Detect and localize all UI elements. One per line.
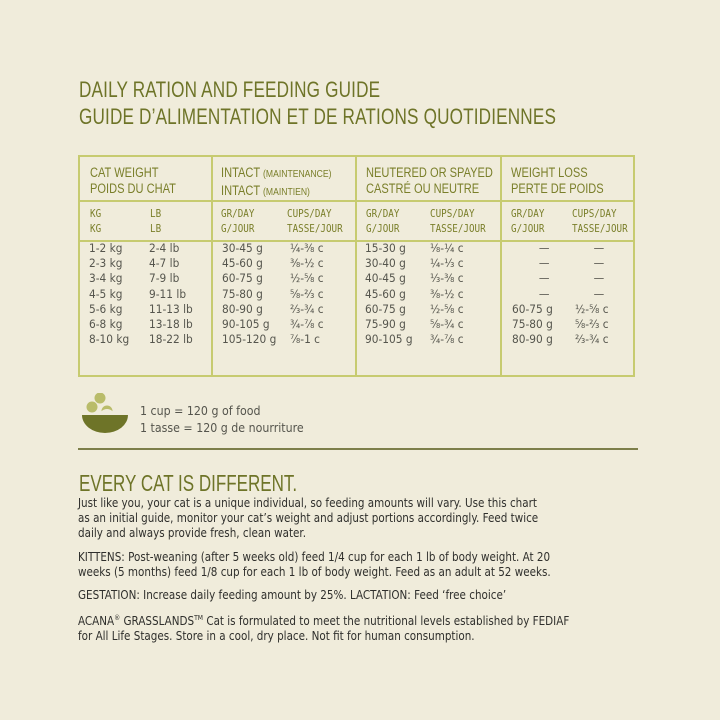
column-neutered-cups: ⅛-¼ c ¼-⅓ c ⅓-⅜ c ⅜-½ c ½-⅝ c ⅝-¾ c ¾-⅞ c	[430, 241, 464, 347]
header-neutered: NEUTERED OR SPAYED CASTRÉ OU NEUTRE	[366, 165, 493, 196]
column-divider	[355, 157, 357, 375]
cup-conversion-note: 1 cup = 120 g of food 1 tasse = 120 g de nourriture	[140, 404, 304, 435]
subheader-intact-gr: GR/DAY G/JOUR	[221, 208, 255, 235]
subheader-loss-cups: CUPS/DAY TASSE/JOUR	[572, 208, 628, 235]
column-neutered-grams: 15-30 g 30-40 g 40-45 g 45-60 g 60-75 g 75-90 g 90-105 g	[365, 241, 413, 347]
header-weight-loss: WEIGHT LOSS PERTE DE POIDS	[511, 165, 604, 196]
subheader-intact-cups: CUPS/DAY TASSE/JOUR	[287, 208, 343, 235]
subheader-kg: KG KG	[90, 208, 102, 235]
feeding-table	[78, 155, 635, 377]
subheader-lb: LB LB	[150, 208, 162, 235]
title-french: GUIDE D’ALIMENTATION ET DE RATIONS QUOTIDIENNES	[79, 104, 557, 129]
column-loss-cups: — — — — ½-⅝ c ⅝-⅔ c ⅔-¾ c	[575, 241, 609, 347]
subheader-neutered-gr: GR/DAY G/JOUR	[366, 208, 400, 235]
column-intact-cups: ¼-⅜ c ⅜-½ c ½-⅝ c ⅝-⅔ c ⅔-¾ c ¾-⅞ c ⅞-1 c	[290, 241, 324, 347]
subheader-neutered-cups: CUPS/DAY TASSE/JOUR	[430, 208, 486, 235]
kittens-paragraph: KITTENS: Post-weaning (after 5 weeks old) feed 1/4 cup for each 1 lb of body weight. At 20 weeks (5 months) feed 1/8 cup for each 1 lb of body weight. Feed as an adult at 52 weeks.	[78, 550, 551, 579]
column-divider	[500, 157, 502, 375]
header-intact: INTACT (MAINTENANCE) INTACT (MAINTIEN)	[221, 165, 332, 198]
section-divider	[78, 448, 638, 450]
gestation-paragraph: GESTATION: Increase daily feeding amount by 25%. LACTATION: Feed ‘free choice’	[78, 588, 507, 602]
column-kg: 1-2 kg 2-3 kg 3-4 kg 4-5 kg 5-6 kg 6-8 kg 8-10 kg	[89, 241, 130, 347]
intro-paragraph: Just like you, your cat is a unique individual, so feeding amounts will vary. Use this chart as an initial guide, monitor your cat’s weight and adjust portions accordingly. Feed twice daily and always provide fresh, clean water.	[78, 496, 539, 540]
title-english: DAILY RATION AND FEEDING GUIDE	[79, 77, 381, 102]
column-loss-grams: — — — — 60-75 g 75-80 g 80-90 g	[512, 241, 553, 347]
row-divider	[80, 200, 633, 202]
page-title	[79, 76, 556, 130]
section-heading: EVERY CAT IS DIFFERENT.	[79, 470, 298, 496]
subheader-loss-gr: GR/DAY G/JOUR	[511, 208, 545, 235]
food-bowl-icon	[80, 393, 130, 438]
acana-paragraph: ACANA® GRASSLANDS™ Cat is formulated to meet the nutritional levels established by FEDIAF for All Life Stages. Store in a cool, dry place. Not fit for human consumption.	[78, 614, 570, 643]
header-cat-weight: CAT WEIGHT POIDS DU CHAT	[90, 165, 176, 196]
column-lb: 2-4 lb 4-7 lb 7-9 lb 9-11 lb 11-13 lb 13-18 lb 18-22 lb	[149, 241, 193, 347]
column-divider	[211, 157, 213, 375]
column-intact-grams: 30-45 g 45-60 g 60-75 g 75-80 g 80-90 g 90-105 g 105-120 g	[222, 241, 277, 347]
